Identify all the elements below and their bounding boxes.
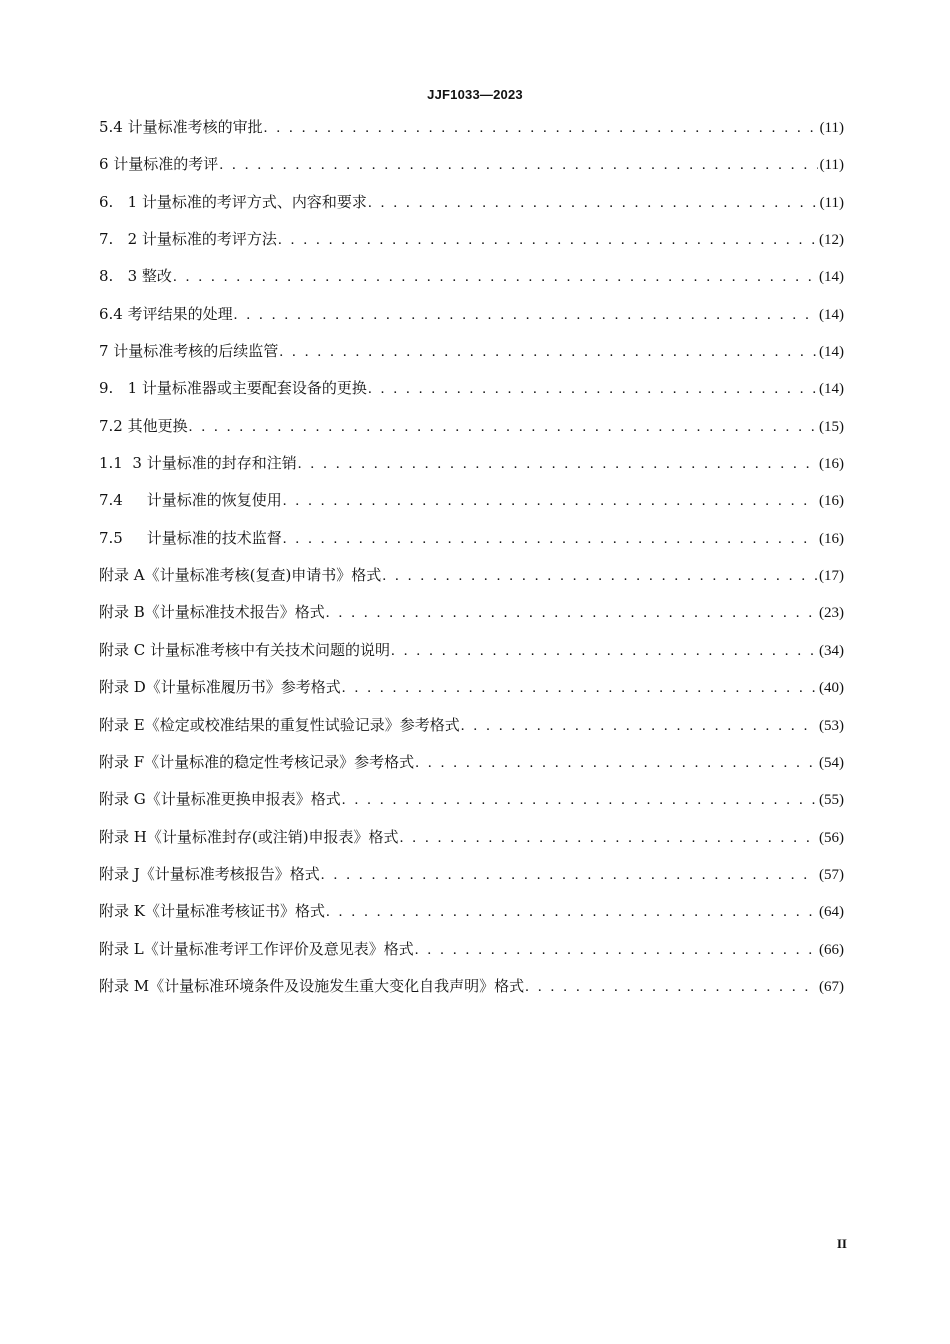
toc-entry[interactable] <box>99 975 844 1012</box>
toc-entry-page: (15) <box>819 418 844 435</box>
toc-leader-dots <box>415 752 817 774</box>
toc-entry-page: (53) <box>819 717 844 734</box>
toc-entry[interactable] <box>99 489 844 526</box>
toc-entry-title: 附录 E《检定或校准结果的重复性试验记录》参考格式 <box>99 715 460 734</box>
toc-entry-page: (14) <box>819 381 844 398</box>
toc-entry-title: 附录 D《计量标准履历书》参考格式 <box>99 678 341 697</box>
toc-entry[interactable] <box>99 938 844 975</box>
toc-entry[interactable] <box>99 863 844 900</box>
toc-entry-page: (55) <box>819 792 844 809</box>
toc-entry-page: (34) <box>819 642 844 659</box>
toc-entry-page: (40) <box>819 680 844 697</box>
toc-entry-title: 附录 B《计量标准技术报告》格式 <box>99 603 325 622</box>
page-number: II <box>836 1236 847 1251</box>
toc-entry-title: 7.5 计量标准的技术监督 <box>99 528 282 547</box>
toc-entry[interactable] <box>99 751 844 788</box>
toc-leader-dots <box>368 378 817 400</box>
toc-entry-page: (66) <box>819 941 844 958</box>
toc-leader-dots <box>283 528 817 550</box>
toc-entry-title: 7. 2 计量标准的考评方法 <box>99 230 277 249</box>
toc-entry-page: (64) <box>819 904 844 921</box>
toc-leader-dots <box>283 490 817 512</box>
toc-leader-dots <box>173 266 817 288</box>
toc-entry-title: 附录 H《计量标准封存(或注销)申报表》格式 <box>99 827 399 846</box>
toc-entry-page: (16) <box>819 493 844 510</box>
toc-entry-title: 8. 3 整改 <box>99 267 172 286</box>
toc-entry-page: (14) <box>819 344 844 361</box>
toc-entry-page: (11) <box>819 157 844 174</box>
toc-entry-title: 附录 G《计量标准更换申报表》格式 <box>99 790 341 809</box>
toc-leader-dots <box>382 565 817 587</box>
toc-leader-dots <box>279 341 817 363</box>
toc-leader-dots <box>342 789 817 811</box>
toc-leader-dots <box>219 154 817 176</box>
table-of-contents <box>99 116 844 1012</box>
toc-entry-page: (56) <box>819 829 844 846</box>
toc-entry-title: 5.4 计量标准考核的审批 <box>99 118 263 136</box>
toc-entry-title: 7.4 计量标准的恢复使用 <box>99 491 282 510</box>
toc-entry[interactable] <box>99 452 844 489</box>
toc-leader-dots <box>326 602 817 624</box>
toc-entry-title: 9. 1 计量标准器或主要配套设备的更换 <box>99 379 367 398</box>
toc-entry[interactable] <box>99 340 844 377</box>
toc-entry[interactable] <box>99 826 844 863</box>
toc-entry-title: 1.1 3 计量标准的封存和注销 <box>99 454 297 473</box>
toc-leader-dots <box>298 453 817 475</box>
toc-entry[interactable] <box>99 303 844 340</box>
toc-entry-title: 附录 J《计量标准考核报告》格式 <box>99 864 320 883</box>
toc-entry[interactable] <box>99 714 844 751</box>
toc-leader-dots <box>368 192 818 214</box>
toc-entry-title: 7.2 其他更换 <box>99 416 188 435</box>
toc-entry-title: 6.4 考评结果的处理 <box>99 304 233 323</box>
toc-entry-title: 附录 F《计量标准的稳定性考核记录》参考格式 <box>99 752 415 771</box>
toc-entry[interactable] <box>99 116 844 153</box>
toc-entry-title: 附录 M《计量标准环境条件及设施发生重大变化自我声明》格式 <box>99 976 525 995</box>
toc-leader-dots <box>326 901 817 923</box>
toc-entry-title: 6. 1 计量标准的考评方式、内容和要求 <box>99 192 367 211</box>
toc-entry-title: 6 计量标准的考评 <box>99 155 219 174</box>
toc-leader-dots <box>278 229 817 251</box>
toc-entry-page: (14) <box>819 269 844 286</box>
toc-leader-dots <box>391 640 817 662</box>
toc-entry[interactable] <box>99 900 844 937</box>
toc-entry-page: (11) <box>819 194 844 211</box>
toc-entry[interactable] <box>99 153 844 190</box>
toc-entry[interactable] <box>99 639 844 676</box>
document-code-header: JJF1033—2023 <box>427 87 523 102</box>
toc-entry[interactable] <box>99 564 844 601</box>
toc-entry[interactable] <box>99 265 844 302</box>
toc-leader-dots <box>321 864 817 886</box>
toc-entry[interactable] <box>99 415 844 452</box>
toc-entry-title: 7 计量标准考核的后续监管 <box>99 342 279 361</box>
toc-leader-dots <box>189 416 817 438</box>
toc-leader-dots <box>234 304 817 326</box>
toc-entry-page: (67) <box>819 978 844 995</box>
toc-entry[interactable] <box>99 191 844 228</box>
toc-entry-page: (11) <box>819 120 844 136</box>
toc-entry-page: (57) <box>819 866 844 883</box>
toc-entry-page: (12) <box>819 232 844 249</box>
toc-leader-dots <box>461 715 817 737</box>
toc-leader-dots <box>342 677 817 699</box>
toc-entry-page: (17) <box>819 568 844 585</box>
toc-entry-title: 附录 L《计量标准考评工作评价及意见表》格式 <box>99 939 414 958</box>
toc-entry[interactable] <box>99 527 844 564</box>
toc-entry-page: (14) <box>819 306 844 323</box>
toc-leader-dots <box>400 827 817 849</box>
toc-entry[interactable] <box>99 601 844 638</box>
toc-entry[interactable] <box>99 788 844 825</box>
toc-entry[interactable] <box>99 676 844 713</box>
toc-entry-title: 附录 K《计量标准考核证书》格式 <box>99 902 325 921</box>
toc-entry[interactable] <box>99 228 844 265</box>
toc-entry-page: (16) <box>819 456 844 473</box>
toc-entry-page: (54) <box>819 754 844 771</box>
toc-leader-dots <box>525 976 817 998</box>
toc-leader-dots <box>264 117 818 139</box>
toc-entry[interactable] <box>99 377 844 414</box>
toc-entry-page: (23) <box>819 605 844 622</box>
toc-leader-dots <box>415 939 817 961</box>
toc-entry-page: (16) <box>819 530 844 547</box>
toc-entry-title: 附录 C 计量标准考核中有关技术问题的说明 <box>99 640 391 659</box>
toc-entry-title: 附录 A《计量标准考核(复查)申请书》格式 <box>99 566 382 585</box>
